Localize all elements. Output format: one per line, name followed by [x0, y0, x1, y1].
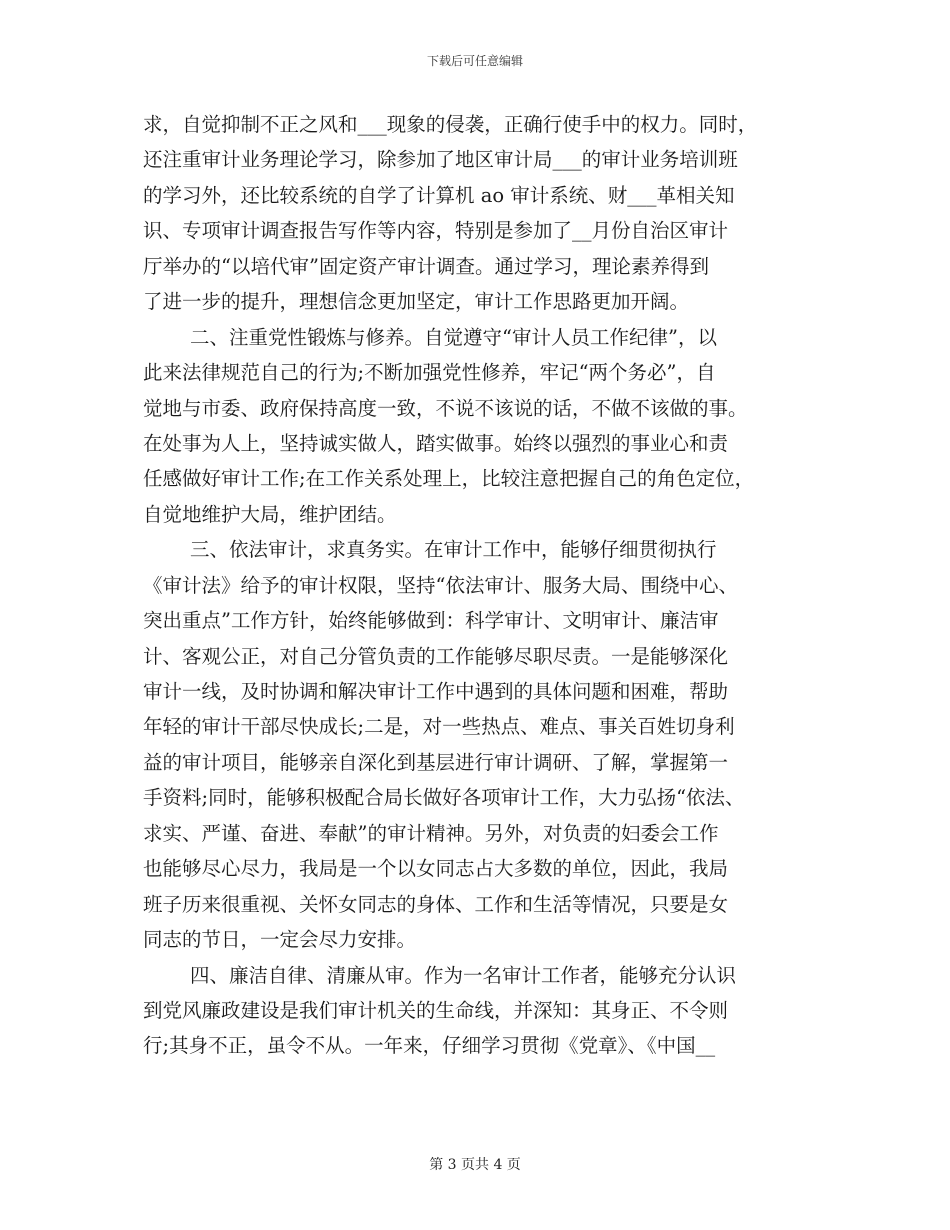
- text-line: 任感做好审计工作;在工作关系处理上，比较注意把握自己的角色定位，: [143, 467, 755, 491]
- text-line: 手资料;同时，能够积极配合局长做好各项审计工作，大力弘扬“依法、: [143, 786, 745, 810]
- text-line: 觉地与市委、政府保持高度一致，不说不该说的话，不做不该做的事。: [143, 396, 748, 420]
- text-line: 计、客观公正，对自己分管负责的工作能够尽职尽责。一是能够深化: [143, 644, 729, 668]
- text-line: 求实、严谨、奋进、奉献”的审计精神。另外，对负责的妇委会工作: [143, 821, 719, 845]
- page-header: [0, 52, 950, 69]
- text-line: 识、专项审计调查报告写作等内容，特别是参加了__月份自治区审计: [143, 219, 729, 243]
- text-line: 行;其身不正，虽令不从。一年来，仔细学习贯彻《党章》、《中国__: [143, 1034, 716, 1058]
- text-line: 审计一线，及时协调和解决审计工作中遇到的具体问题和困难，帮助: [143, 680, 729, 703]
- text-line: 自觉地维护大局，维护团结。: [143, 502, 397, 526]
- page-footer: [0, 1154, 950, 1174]
- text-line: 此来法律规范自己的行为;不断加强党性修养，牢记“两个务必”，自: [143, 361, 716, 385]
- paragraph-start-line: 二、注重党性锻炼与修养。自觉遵守“审计人员工作纪律”，以: [190, 325, 717, 349]
- text-line: 突出重点”工作方针，始终能够做到：科学审计、文明审计、廉洁审: [143, 609, 719, 633]
- text-line: 在处事为人上，坚持诚实做人，踏实做事。始终以强烈的事业心和责: [143, 431, 729, 455]
- text-line: 年轻的审计干部尽快成长;二是，对一些热点、难点、事关百姓切身利: [143, 715, 735, 739]
- paragraph-start-line: 三、依法审计，求真务实。在审计工作中，能够仔细贯彻执行: [190, 538, 717, 562]
- text-line: 的学习外，还比较系统的自学了计算机 ao 审计系统、财___革相关知: [143, 183, 735, 207]
- text-line: 也能够尽心尽力，我局是一个以女同志占大多数的单位，因此，我局: [143, 857, 729, 881]
- text-line: 了进一步的提升，理想信念更加坚定，审计工作思路更加开阔。: [143, 290, 690, 314]
- header-note: 下载后可任意编辑: [426, 54, 523, 68]
- text-line: 班子历来很重视、关怀女同志的身体、工作和生活等情况，只要是女: [143, 892, 729, 916]
- page-number: 第 3 页共 4 页: [429, 1157, 521, 1173]
- text-line: 同志的节日，一定会尽力安排。: [143, 928, 417, 952]
- text-line: 到党风廉政建设是我们审计机关的生命线，并深知：其身正、不令则: [143, 998, 729, 1022]
- text-line: 《审计法》给予的审计权限，坚持“依法审计、服务大局、围绕中心、: [143, 573, 738, 597]
- text-line: 还注重审计业务理论学习，除参加了地区审计局___的审计业务培训班: [143, 148, 738, 172]
- text-line: 益的审计项目，能够亲自深化到基层进行审计调研、了解，掌握第一: [143, 750, 729, 774]
- text-line: 求，自觉抑制不正之风和___现象的侵袭，正确行使手中的权力。同时，: [143, 113, 758, 136]
- paragraph-start-line: 四、廉洁自律、清廉从审。作为一名审计工作者，能够充分认识: [190, 963, 737, 987]
- document-body: [143, 107, 811, 1064]
- text-line: 厅举办的“以培代审”固定资产审计调查。通过学习，理论素养得到: [143, 254, 709, 278]
